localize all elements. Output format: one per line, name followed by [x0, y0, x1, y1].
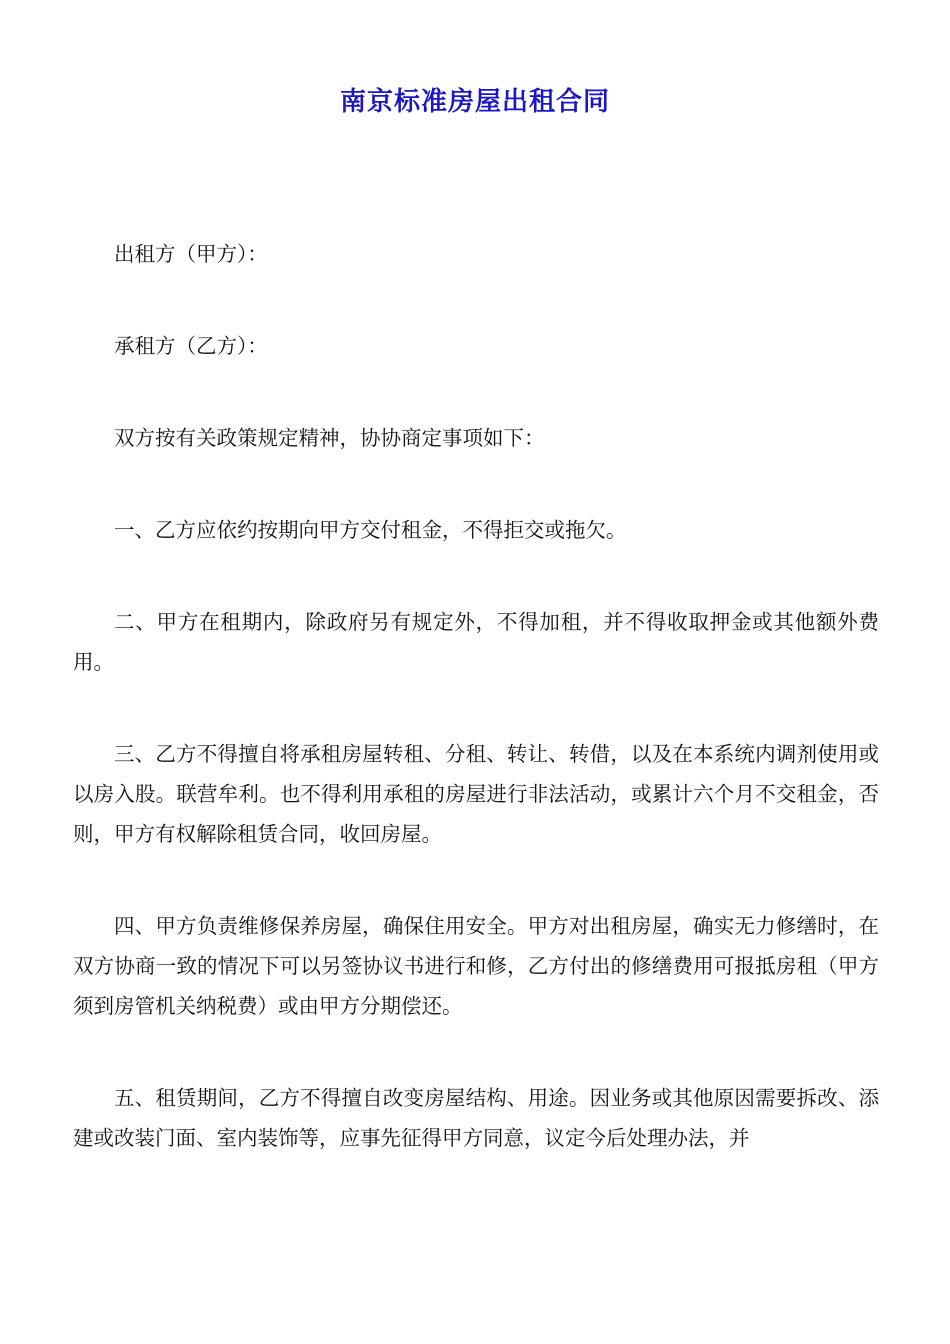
paragraph-clause-2: 二、甲方在租期内，除政府另有规定外，不得加租，并不得收取押金或其他额外费用。 — [73, 610, 879, 674]
paragraph-clause-4: 四、甲方负责维修保养房屋，确保住用安全。甲方对出租房屋，确实无力修缮时，在双方协商一致的情况下可以另签协议书进行和修，乙方付出的修缮费用可报抵房租（甲方须到房管机关纳税费）或由甲方分期偿还。 — [73, 914, 879, 1018]
paragraph-clause-5: 五、租赁期间，乙方不得擅自改变房屋结构、用途。因业务或其他原因需要拆改、添建或改装门面、室内装饰等，应事先征得甲方同意，议定今后处理办法，并 — [73, 1086, 879, 1150]
paragraph-clause-1: 一、乙方应依约按期向甲方交付租金，不得拒交或拖欠。 — [114, 518, 627, 542]
document-title: 南京标准房屋出租合同 — [339, 87, 610, 117]
document-body — [73, 234, 879, 1158]
paragraph-intro: 双方按有关政策规定精神，协协商定事项如下： — [114, 426, 545, 450]
paragraph-lessor: 出租方（甲方）： — [114, 242, 268, 266]
paragraph-clause-3: 三、乙方不得擅自将承租房屋转租、分租、转让、转借，以及在本系统内调剂使用或以房入股。联营牟利。也不得利用承租的房屋进行非法活动，或累计六个月不交租金，否则，甲方有权解除租赁合同，收回房屋。 — [73, 742, 879, 846]
paragraph-lessee: 承租方（乙方）： — [114, 334, 268, 358]
